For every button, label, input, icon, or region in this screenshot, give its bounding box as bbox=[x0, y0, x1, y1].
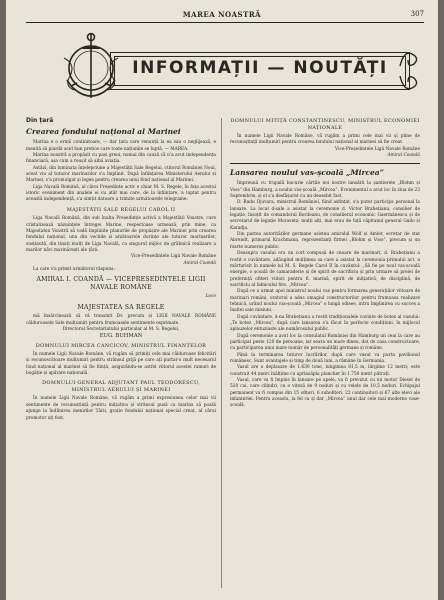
signature: Amiral Coandă bbox=[183, 260, 216, 266]
section-banner bbox=[46, 28, 424, 108]
telegram-heading: AMIRAL I. COANDĂ — VICEPREȘEDINTELE LIGII NAVALE ROMÂNE bbox=[36, 276, 206, 291]
paragraph: Marina e o ermă continitoare, — dar țara care renunță la ea sau o neglijează, e menită să piardă acel bun prețios care toate națiunile se luptă, — MAREA. bbox=[26, 140, 216, 152]
telegram-heading: DOMNULUI MIRCEA CANCICOV, MINISTRUL FINANȚELOR bbox=[35, 342, 207, 349]
paragraph: Deasupra vasului era un cort compusă de cnoare de marinari, d. Brabețianu a rostit o cuvântare, adăugind mulțimea sa care a asistat la ceremonia primului act, a mărturisit în numele lui M. S. Regele Carol II în cuvântul: „Să fie pe noul vas-școală energie, o școală de camaraderie și de spirit de sacrificiu și prin urmare să preiei de preferință ofiteri viitori pentru fl. marină, spirit de inițiativă, de disciplină, de sacrificiu al falnicului fire, „Mircea”. bbox=[230, 251, 420, 288]
ornament-scroll-icon bbox=[398, 48, 422, 68]
telegram-heading: MAJESTATEA SA REGELE bbox=[77, 303, 165, 311]
paragraph: La care s'a primit următorul răspuns: bbox=[33, 267, 115, 273]
section-label: Din țară bbox=[26, 117, 54, 124]
signature-title: Directorul Secretariatului particular al M. S. Regelui, bbox=[62, 326, 180, 332]
header-rule bbox=[26, 22, 424, 23]
telegram-heading: DOMNULUI MITIȚĂ CONSTANTINESCU, MINISTRUL ECONOMIEI NAȚIONALE bbox=[230, 118, 420, 131]
signature: Amiral Coandă bbox=[387, 153, 420, 159]
telegram-body: În numele Ligii Navale Române, vă rugăm să primiți cele mai călduroase felicitări și recunoscătoare mulțumiri pentru strânsul grijă pe care ați purtat-o mult necesarul fond național al marinei să fie ființă, asigurându-se astfel viitorul acestei ramuri de bogăție și apărare națională. bbox=[26, 352, 216, 377]
article-separator bbox=[230, 163, 420, 164]
article-title: Lansarea noului vas-școală „Mircea” bbox=[230, 168, 384, 178]
banner-title: INFORMAȚII — NOUTĂȚI bbox=[132, 58, 388, 78]
article-title: Crearea fondului național al Marinei bbox=[26, 127, 181, 137]
paragraph: Astăzi, din luminata înțelepciune a Majestății Sale Regelui, ctitorul României Noui, acest viu al tuturor marinarilor s'a împlinit. După înființarea Ministerului Aerului și Marinei, s'a promulgat și legea pentru crearea unui fond național al Marinei. bbox=[26, 165, 216, 184]
paragraph: Vasul are o deplasare de 1.630 tone, lungimea 81,5 m, lărgime 12 metri; este construit 44 metri înălțime cu aprinsăpla plancher în 1.750 metri pătrați. bbox=[230, 365, 420, 377]
paragraph: După ce a urmat apoi ministrul noului vas pentru formarea generațiilor viitoare de marinari români, oratorul a adus omagiul constructorilor pentru frumoasa realizare tehnică, urând noului vas-școală „Mircea” o lungă odisee, intru împlinirea cu succes a înaltei sale misiuni. bbox=[230, 289, 420, 314]
paragraph: Din partea autorităților germane asistau amiralul Wolf și Amler, ecretar de stat Abrendt, primarul Krachmann, reprezentanți firmei „Blohm și Voss”, precum și un foarte numeros public. bbox=[230, 232, 420, 250]
signature: EUG. BUHMAN bbox=[99, 333, 143, 340]
telegram-heading: MAJESTĂȚII SALE REGELUI CAROL II bbox=[66, 206, 176, 213]
paragraph: Liga Navală Română, al cărei Președinte activ e chiar M. S. Regele, în fața acestui istoric eveniment din analele ei cu atât mai care, de la înființare, a luptat pentru această independență, s'a simțit datoare a trimite următoarele telegrame: bbox=[26, 184, 216, 203]
signature-title: Vice-Președintele Ligii Navale Române bbox=[131, 254, 216, 260]
paragraph: După cuvântare, d-na Brabețianu a rostit tradiționalele cuvinte de botez al vasului: „Te botez „Mircea”, după care lansarea s'a făcut în perfecte condițiuni, în mijlocul aplauzelor entuziaste ale numărosului public. bbox=[230, 314, 420, 333]
running-title: MAREA NOASTRĂ bbox=[182, 10, 262, 19]
telegram-body: În numele Ligii Navale Române, vă rugăm a primi expresiunea celor mai vii sentimente de recunoștință pentru inițiativa și strânsul pusă ca marina să poată ajunge la îndlinirea menirilor Țării, grație fondului național special creat, al cărui promotor ați fost. bbox=[26, 396, 216, 421]
signature-title: Vice-Președintele Ligii Navale Române bbox=[335, 146, 420, 152]
telegram-body: În numele Ligii Navale Române, vă rugăm a primi cele mai vii și pline de recunoștință mulțumiri pentru crearea fondului național al marinei să fie creat. bbox=[230, 134, 420, 146]
paragraph: Marina noastră a propășit cu pași greoi, numai din cauză că n'a avut independența financiară, așa cum a reușit să aibă aviația. bbox=[26, 153, 216, 165]
paragraph: Împreună cu trupală bucurie cărțile noi nostre lansării la șantierele „Blohm și Voss” din Hamburg, a noului vas-școală „Mircea”. Evenimentul a avut loc în ziua de 23 Septembrie, și el s'a desfășurat cu un deosebit fast. bbox=[230, 181, 420, 200]
left-column bbox=[26, 118, 216, 422]
telegram-body: Liga Navală Română, din sub înalta Președinție activă a Majestății Voastre, care cristalizează năzuințele întregei Marine, respectoase urmează, prin mine, ca Majestatea Voastră să vadă împlinite planurile de propășire ale Marinei prin crearea fondului național, una din vechile și arzătoarele dorințe ale tuturor marinarilor, susținută, din tinați mulți de Liga Navală, ca singurul mijloc de grăbnică realizare a marilor năvi marinărești ale țării. bbox=[26, 216, 216, 253]
location: Loco bbox=[205, 294, 216, 300]
paragraph: D. Radu Djuvara, ministrul României, fiind asfințat, s'a putut participa personal la lansare. La local d-sale a asistat la ceremonie d. Victor Brabețianu, consilier de legație, însoțit de comandorul Bordeanu, de consilierul economic Gaermănescu și de secretarul de legație Moravetz; mulți alți, mai erau de față căpitanul general Gallo și Karadja. bbox=[230, 200, 420, 231]
paragraph: Până la terminarea tuturor lucrărilor, după care vasul va purta pavilionul românesc, Sunt avantajele și timp de două luni, a rămâne în Germania. bbox=[230, 352, 420, 364]
column-divider bbox=[221, 118, 222, 588]
telegram-heading: DOMNULUI GENERAL ADJUTANT PAUL TEODORESCU, MINISTRUL AERULUI ȘI MARINEI bbox=[42, 380, 200, 393]
magazine-page bbox=[6, 0, 438, 600]
paragraph: Vasul, care va fi împins în lansare pe apele, va fi previzut cu un motor Diesel de 520 cai, care cilindri, cu o viteză de 9 noduri și cu velele de 10,5 noduri. Echipajul permanent va fi compus din 15 ofițeri, 6 subofițeri, 22 continuitori și 67 alte elevi ale infanteriei. Pentru aceasta, la fel ca și dar „Mircea” unul dar cele mai moderne vase-școală. bbox=[230, 378, 420, 409]
ornament-scroll-icon bbox=[398, 74, 422, 94]
running-header bbox=[6, 10, 438, 22]
page-number: 307 bbox=[410, 10, 424, 18]
paragraph: După ceremonie a avut loc la consulatul României din Hamburg un ceai la care au participat peste 120 de persoane, iar seara un mare dineu, dat de casa constructoare, cu participarea unui mare număr de personalități germane și române. bbox=[230, 333, 420, 352]
telegram-body: mă însărcinează să vă transmit Dv. precum și LIGII NAVALE ROMÂNE călduroasele Sale mulțumiri pentru frumoasele sentimente exprimate. bbox=[26, 314, 216, 326]
right-column bbox=[230, 118, 420, 410]
